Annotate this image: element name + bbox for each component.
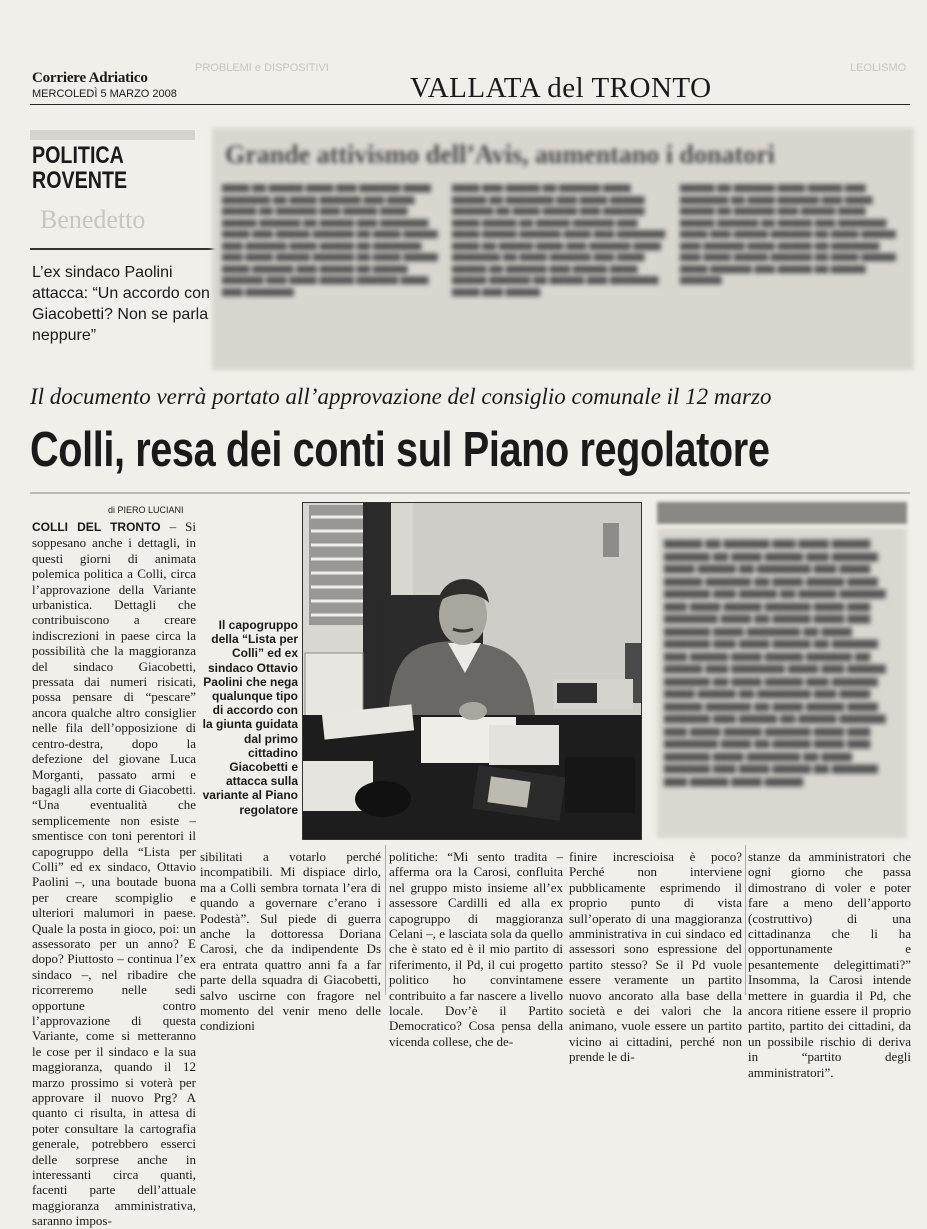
kicker [32, 143, 127, 193]
kicker-line-2: ROVENTE [32, 167, 128, 194]
blurred-column-1: ▆▆▆▆ ▆▆ ▆▆▆▆▆ ▆▆▆▆ ▆▆▆ ▆▆▆▆▆▆ ▆▆▆▆ ▆▆▆▆▆▆▆ ▆▆ ▆▆▆▆ ▆▆▆▆▆▆ ▆▆▆ ▆▆▆▆ ▆▆▆▆▆ ▆▆ ▆▆▆▆▆▆ ▆▆▆ ▆▆▆▆▆ ▆▆▆▆ ▆▆▆▆▆ ▆▆▆▆▆▆ ▆▆ ▆▆▆▆▆ ▆▆▆ ▆▆▆▆▆▆▆ ▆▆▆▆ ▆▆▆ ▆▆▆▆▆ ▆▆▆▆▆▆ ▆▆ ▆▆▆▆ ▆▆▆▆▆ ▆▆▆ ▆▆▆▆▆▆ ▆▆▆▆ ▆▆▆▆▆ ▆▆ ▆▆▆▆▆▆▆ ▆▆▆ ▆▆▆▆ ▆▆▆▆▆ ▆▆▆▆▆▆ ▆▆ ▆▆▆▆ ▆▆▆▆▆ ▆▆▆▆ ▆▆▆▆▆▆ ▆▆▆ ▆▆▆▆▆ ▆▆ ▆▆▆▆▆ ▆▆▆▆▆▆ ▆▆▆ ▆▆▆▆ ▆▆▆▆▆ ▆▆▆▆▆▆ ▆▆▆▆ ▆▆▆ ▆▆▆▆▆▆▆ [222, 182, 438, 296]
office-portrait-image [303, 503, 641, 839]
kicker-line-1: POLITICA [32, 142, 124, 169]
ghost-text-left: Benedetto [40, 205, 146, 234]
photo-caption: Il capogruppo della “Lista per Colli” ed ex sindaco Ottavio Paolini che nega qualunque tipo di accordo con la giunta guidata dal primo cittadino Giacobetti e attacca sulla variante al Piano regolatore [202, 618, 298, 817]
article-subhead: Il documento verrà portato all’approvazione del consiglio comunale il 12 marzo [30, 384, 772, 409]
publication-date: MERCOLEDÌ 5 MARZO 2008 [32, 88, 177, 100]
blurred-column-2: ▆▆▆▆ ▆▆▆ ▆▆▆▆▆ ▆▆ ▆▆▆▆▆▆ ▆▆▆▆ ▆▆▆▆▆ ▆▆ ▆▆▆▆▆▆▆ ▆▆▆ ▆▆▆▆ ▆▆▆▆▆ ▆▆▆▆▆▆ ▆▆ ▆▆▆▆ ▆▆▆▆▆ ▆▆▆ ▆▆▆▆▆▆ ▆▆▆▆ ▆▆▆▆▆ ▆▆ ▆▆▆▆▆ ▆▆▆▆▆▆ ▆▆▆ ▆▆▆▆ ▆▆▆▆▆ ▆▆▆▆▆▆ ▆▆▆▆ ▆▆▆ ▆▆▆▆▆▆▆ ▆▆▆▆ ▆▆ ▆▆▆▆▆ ▆▆▆▆ ▆▆▆ ▆▆▆▆▆▆ ▆▆▆▆ ▆▆▆▆▆▆▆ ▆▆ ▆▆▆▆ ▆▆▆▆▆▆ ▆▆▆ ▆▆▆▆ ▆▆▆▆▆ ▆▆ ▆▆▆▆▆▆ ▆▆▆ ▆▆▆▆▆ ▆▆▆▆ ▆▆▆▆▆ ▆▆▆▆▆▆ ▆▆ ▆▆▆▆▆ ▆▆▆ ▆▆▆▆▆▆▆ ▆▆▆▆ ▆▆▆ ▆▆▆▆▆ [452, 182, 666, 296]
article-byline: di PIERO LUCIANI [108, 505, 184, 515]
column-divider [745, 845, 746, 995]
sidebar-quote: L’ex sindaco Paolini attacca: “Un accordo con Giacobetti? Non se parla neppure” [32, 264, 210, 344]
article-column-5: stanze da amministratori che ogni giorno che passa dimostrano di voler e poter fare a meno dell’apporto (costruttivo) di una cittadinanza che li ha opportunamente e pesantemente delegittimati?” Insomma, la Carosi intende mettere in guardia il Pd, che ancora ritiene essere il proprio partito, partito dei cittadini, da un possibile rischio di deriva in “partito degli amministratori”. [748, 849, 911, 1080]
column-divider [385, 845, 386, 995]
newspaper-name: Corriere Adriatico [32, 70, 148, 86]
blurred-sidebar-text: ▆▆▆▆▆ ▆▆ ▆▆▆▆▆▆ ▆▆▆ ▆▆▆▆ ▆▆▆▆▆ ▆▆▆▆▆▆ ▆▆ ▆▆▆▆ ▆▆▆▆▆ ▆▆▆ ▆▆▆▆▆▆ ▆▆▆▆ ▆▆▆▆▆ ▆▆ ▆▆▆▆▆▆▆ ▆▆▆ ▆▆▆▆ ▆▆▆▆▆ ▆▆▆▆▆▆ ▆▆ ▆▆▆▆ ▆▆▆▆▆ ▆▆▆▆ ▆▆▆▆▆▆ ▆▆▆ ▆▆▆▆▆ ▆▆ ▆▆▆▆▆ ▆▆▆▆▆▆ ▆▆▆ ▆▆▆▆ ▆▆▆▆▆ ▆▆▆▆▆▆ ▆▆▆▆ ▆▆▆ ▆▆▆▆▆▆▆ ▆▆▆▆ ▆▆ ▆▆▆▆▆ ▆▆▆▆ ▆▆▆ ▆▆▆▆▆▆ ▆▆▆▆ ▆▆▆▆▆▆▆ ▆▆ ▆▆▆▆ ▆▆▆▆▆▆ ▆▆▆ ▆▆▆▆ ▆▆▆▆▆ ▆▆ ▆▆▆▆▆▆ ▆▆▆ ▆▆▆▆▆ ▆▆▆▆ ▆▆▆▆▆ ▆▆▆▆▆▆ ▆▆ ▆▆▆▆▆ ▆▆▆ ▆▆▆▆▆▆▆ ▆▆▆▆ ▆▆▆ ▆▆▆▆▆ ▆▆▆▆▆▆ ▆▆ ▆▆▆▆ ▆▆▆▆▆ ▆▆▆ ▆▆▆▆▆▆ ▆▆▆▆ ▆▆▆▆▆ ▆▆ ▆▆▆▆▆▆▆ ▆▆▆ ▆▆▆▆ ▆▆▆▆▆ ▆▆▆▆▆▆ ▆▆ ▆▆▆▆ ▆▆▆▆▆ ▆▆▆▆ ▆▆▆▆▆▆ ▆▆▆ ▆▆▆▆▆ ▆▆ ▆▆▆▆▆ ▆▆▆▆▆▆ ▆▆▆ ▆▆▆▆ ▆▆▆▆▆ ▆▆▆▆▆▆ ▆▆▆▆ ▆▆▆ ▆▆▆▆▆▆▆ ▆▆▆▆ ▆▆ ▆▆▆▆▆ ▆▆▆▆ ▆▆▆ ▆▆▆▆▆▆ ▆▆▆▆ ▆▆▆▆▆▆▆ ▆▆ ▆▆▆▆ ▆▆▆▆▆▆ ▆▆▆ ▆▆▆▆ ▆▆▆▆▆ ▆▆ ▆▆▆▆▆▆ ▆▆▆ ▆▆▆▆▆ ▆▆▆▆ ▆▆▆▆▆ [664, 538, 886, 787]
quote-rule [30, 248, 225, 250]
masthead-rule [30, 104, 910, 105]
article-dateline: COLLI DEL TRONTO [32, 520, 161, 534]
ghost-text-top-left: PROBLEMI e DISPOSITIVI [195, 62, 329, 74]
article-column-1-text: – Si soppesano anche i dettagli, in questi giorni di animata polemica politica a Colli, circa l’approvazione della Variante urbanistica. Dettagli che contribuiscono a creare indiscrezioni in paese circa la possibilità che la maggioranza del sindaco Giacobetti, pressata dai numeri risicati, possa pensare di “pescare” ancora qualche altro consiglier nelle fila dell’opposizione di centro-destra, dopo la defezione del giovane Luca Morganti, passato armi e bagagli alla corte di Giacobetti. “Una eventualità che semplicemente non esiste – smentisce con toni perentori il capogruppo della “Lista per Colli” ed ex sindaco, Ottavio Paolini –, una boutade buona per creare scompiglio e ulteriori malumori in paese. Quale la posta in gioco, poi: un assessorato per un anno? E dopo? Piuttosto – continua l’ex sindaco –, nel ribadire che ricorreremo nelle sedi opportune contro l’approvazione di questa Variante, come si metteranno le cose per il sindaco e la sua maggioranza, quando il 12 marzo prossimo si voterà per approvare il nuovo Prg? A quanto ci risulta, in attesa di poter consultare la cartografia generale, potrebbero esserci delle sorprese anche in interessanti circa quanti, facenti parte dell’attuale maggioranza amministrativa, saranno impos- [32, 519, 197, 1229]
article-column-2: sibilitati a votarlo perché incompatibili. Mi dispiace dirlo, ma a Colli sembra tornata l’era di quando a governare c’erano i Podestà”. Sul piede di guerra anche la dottoressa Doriana Carosi, che da indipendente Ds era entrata quattro anni fa a far parte della squadra di Giacobetti, salvo uscirne con fragore nel momento del venir meno delle condizioni [200, 849, 381, 1034]
ghost-text-top-right: LEOLISMO [850, 62, 907, 74]
blurred-article-headline: Grande attivismo dell’Avis, aumentano i donatori [225, 140, 775, 169]
article-column-1 [32, 519, 197, 1229]
kicker-bar [30, 130, 195, 140]
blurred-column-3: ▆▆▆▆▆ ▆▆ ▆▆▆▆▆▆ ▆▆▆▆ ▆▆▆▆▆ ▆▆▆ ▆▆▆▆▆▆▆ ▆▆ ▆▆▆▆ ▆▆▆▆▆▆ ▆▆▆ ▆▆▆▆ ▆▆▆▆▆ ▆▆ ▆▆▆▆▆▆ ▆▆▆ ▆▆▆▆▆ ▆▆▆▆ ▆▆▆▆▆ ▆▆▆▆▆▆ ▆▆ ▆▆▆▆▆ ▆▆▆ ▆▆▆▆▆▆▆ ▆▆▆▆ ▆▆▆ ▆▆▆▆▆ ▆▆▆▆▆▆ ▆▆ ▆▆▆▆ ▆▆▆▆▆ ▆▆▆ ▆▆▆▆▆▆ ▆▆▆▆ ▆▆▆▆▆ ▆▆ ▆▆▆▆▆▆▆ ▆▆▆ ▆▆▆▆ ▆▆▆▆▆ ▆▆▆▆▆▆ ▆▆ ▆▆▆▆ ▆▆▆▆▆ ▆▆▆▆ ▆▆▆▆▆▆ ▆▆▆ ▆▆▆▆▆ ▆▆ ▆▆▆▆▆ ▆▆▆▆▆▆ [680, 182, 896, 284]
article-photo [302, 502, 642, 840]
blurred-sidebar-header [657, 502, 907, 524]
headline-rule [30, 492, 910, 494]
article-column-3: politiche: “Mi sento tradita – afferma ora la Carosi, confluita nel gruppo misto insieme all’ex assessore Cardilli ed alla ex capogruppo di maggioranza Celani –, e lasciata sola da quello che è stato ed è il mio partito di riferimento, il Pd, il cui progetto politico ho convintamene contribuito a far nascere a livello locale. Dov’è il Partito Democratico? Cosa pensa della vicenda collese, che de- [389, 849, 563, 1049]
section-title: VALLATA del TRONTO [410, 72, 712, 104]
article-column-4: finire increscioisa è poco? Perché non interviene pubblicamente esprimendo il proprio punto di vista sull’operato di una maggioranza amministrativa in cui sindaco ed assessori sono espressione del partito stesso? Se il Pd vuole essere veramente un partito nuovo ancorato alla base della società e dei valori che la animano, vuole essere un partito vicino ai cittadini, perché non prende le di- [569, 849, 742, 1065]
article-headline: Colli, resa dei conti sul Piano regolatore [30, 423, 770, 477]
